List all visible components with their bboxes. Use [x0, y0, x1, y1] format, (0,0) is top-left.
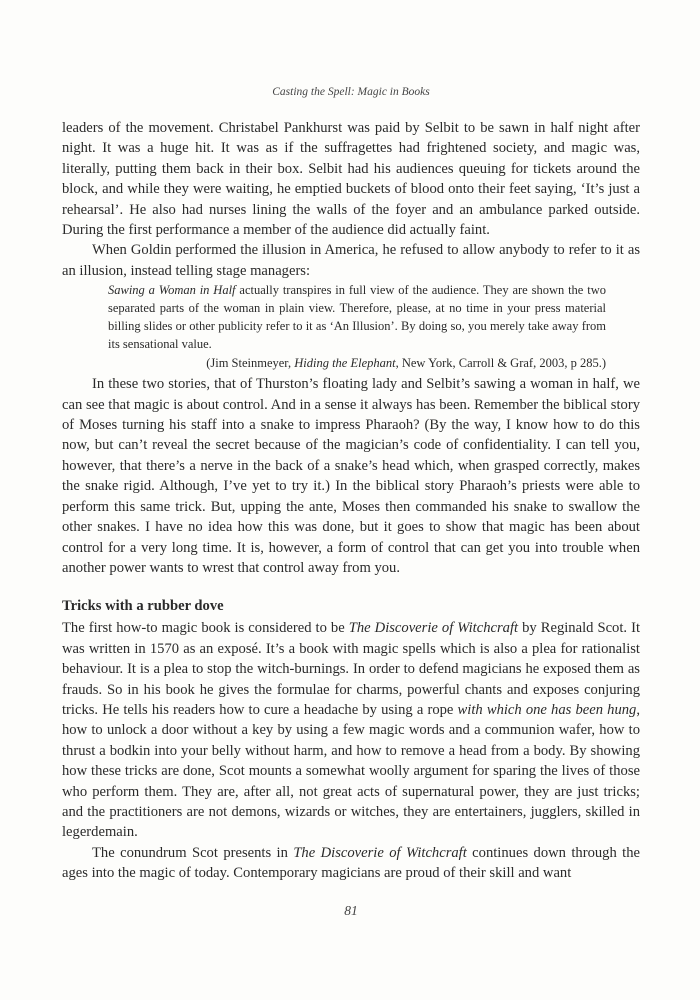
paragraph: leaders of the movement. Christabel Pankhurst was paid by Selbit to be sawn in half night after night. It was a huge hit. It was as if the suffragettes had frightened society, and magic was, literally, putting them back in their box. Selbit had his audiences queuing for tickets around the block, and while they were waiting, he emptied buckets of blood onto their feet saying, ‘It’s just a rehearsal’. He also had nurses lining the walls of the foyer and an ambulance parked outside. During the first performance a member of the audience did actually faint. — [62, 120, 640, 239]
body-text — [62, 118, 640, 884]
text-run: The conundrum Scot presents in — [92, 844, 294, 861]
text-run: , how to unlock a door without a key by using a few magic words and a communion wafer, how to thrust a bodkin into your belly without harm, and how to remove a head from a body. By showing how these tricks are done, Scot mounts a somewhat woolly argument for sparing the lives of those who perform them. They are, after all, not great acts of supernatural power, they are just tricks; and the practitioners are not demons, wizards or witches, they are entertainers, jugglers, skilled in legerdemain. — [62, 701, 640, 841]
book-title: The Discoverie of Witchcraft — [348, 620, 519, 637]
page-number: 81 — [344, 903, 358, 918]
paragraph — [62, 843, 640, 884]
text-run: The first how-to magic book is considered to be — [62, 620, 349, 637]
paragraph: When Goldin performed the illusion in America, he refused to allow anybody to refer to it as an illusion, instead telling stage managers: — [62, 242, 640, 279]
emphasis: with which one has been hung — [457, 701, 637, 718]
text-run: continues down through the ages into the magic of today. Contemporary magicians are proud of their skill and want — [62, 844, 640, 882]
cite-suffix: , New York, Carroll & Graf, 2003, p 285.) — [395, 356, 606, 371]
block-quote — [108, 281, 606, 372]
book-title: The Discoverie of Witchcraft — [293, 844, 467, 861]
quote-title: Sawing a Woman in Half — [108, 283, 236, 298]
section-heading: Tricks with a rubber dove — [62, 598, 224, 615]
cite-title: Hiding the Elephant — [294, 356, 396, 371]
quote-text — [108, 281, 606, 353]
paragraph — [62, 618, 640, 842]
quote-body: actually transpires in full view of the audience. They are shown the two separated parts of the woman in plain view. Therefore, please, at no time in your press material billing slides or other publicity refer to it as ‘An Illusion’. By doing so, you merely take away from its sensational value. — [108, 283, 606, 352]
running-head: Casting the Spell: Magic in Books — [272, 86, 430, 98]
paragraph: In these two stories, that of Thurston’s floating lady and Selbit’s sawing a woman in half, we can see that magic is about control. And in a sense it always has been. Remember the biblical story of Moses turning his staff into a snake to impress Pharaoh? (By the way, I know how to do this now, but can’t reveal the secret because of the magician’s code of confidentiality. I can tell you, however, that there’s a nerve in the back of a snake’s head which, when grasped correctly, makes the snake rigid. Although, I’ve yet to try it.) In the biblical story Pharaoh’s priests were able to perform this same trick. But, upping the ante, Moses then commanded his snake to swallow the other snakes. I have no idea how this was done, but it goes to show that magic has been about control for a very long time. It is, however, a form of control that can get you into trouble when another power wants to wrest that control away from you. — [62, 376, 640, 576]
text-run: by Reginald Scot. It was written in 1570 as an exposé. It’s a book with magic spells which is also a plea for rationalist behaviour. It is a plea to stop the witch-burnings. In order to defend magicians he exposed them as frauds. So in his book he gives the formulae for charms, powerful chants and exposes conjuring tricks. He tells his readers how to cure a headache by using a rope — [62, 620, 641, 718]
cite-prefix: (Jim Steinmeyer, — [206, 356, 295, 371]
quote-citation — [108, 354, 606, 372]
